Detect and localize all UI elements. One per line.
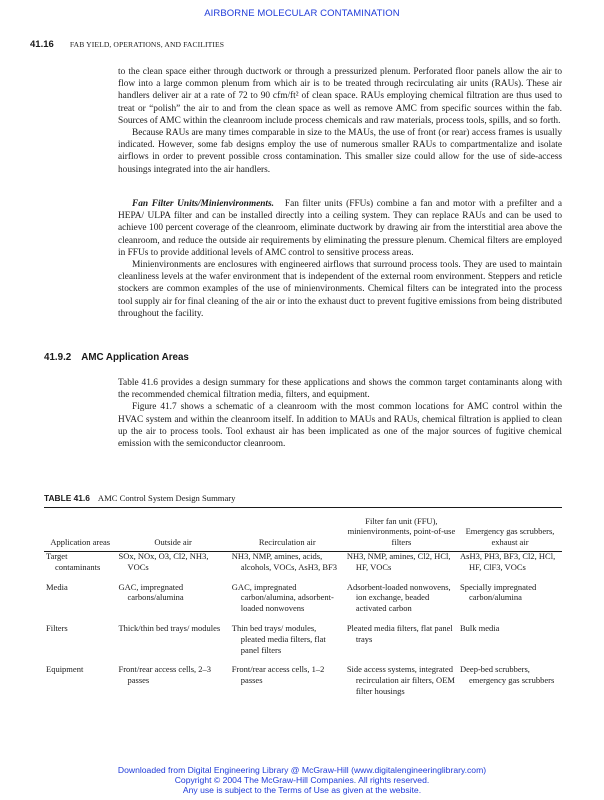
section-title: AMC Application Areas xyxy=(81,352,189,363)
paragraph: to the clean space either through ductwork or through a pressurized plenum. Perforated floor panels allow the air to flow into a large common plenum from which air is to be treated through recirculating air units (RAUs). These air handlers deliver air at a rate of 72 to 90 cfm/ft² of clean space. RAUs employing chemical filtration are thus used to treat or “polish” the air to and from the clean space as well as remove AMC from specific sources within the fab. Sources of AMC within the cleanroom include process chemicals and raw materials, process tools, spills, and so forth. xyxy=(118,67,562,126)
table-header: Emergency gas scrubbers, exhaust air xyxy=(465,526,555,548)
table-cell: Bulk media xyxy=(460,622,500,633)
table-top-rule xyxy=(44,507,562,508)
footer-terms: Any use is subject to the Terms of Use as given at the website. xyxy=(182,785,422,796)
table-row xyxy=(44,664,562,705)
table-cell: SOx, NOx, O3, Cl2, NH3, VOCs xyxy=(118,551,209,572)
table-cell: Front/rear access cells, 1–2 passes xyxy=(231,664,325,686)
table-header: Recirculation air xyxy=(258,537,316,548)
table-cell: Equipment xyxy=(46,664,84,675)
table-cell: NH3, NMP, amines, Cl2, HCl, HF, VOCs xyxy=(346,551,451,572)
table-header: Application areas xyxy=(50,537,111,548)
body-section-ffu xyxy=(118,198,562,320)
footer-link[interactable]: Downloaded from Digital Engineering Library @ McGraw-Hill (www.digitalengineeringlibrary.com) xyxy=(117,765,487,775)
paragraph: Because RAUs are many times comparable in size to the MAUs, the use of front (or rear) access frames is usually indicated. However, some fab designs employ the use of numerous smaller RAUs to compartmentalize and isolate airflows in order to prevent possible cross contamination. This smaller size could allow for the use of side-access housings integrated into the air handlers. xyxy=(118,128,562,175)
paragraph: Table 41.6 provides a design summary for these applications and shows the common target contaminants along with the recommended chemical filtration media, filters, and equipment. xyxy=(118,378,562,401)
paragraph: Minienvironments are enclosures with engineered airflows that surround process tools. They are used to maintain cleanliness levels at the wafer environment that is independent of the external room environment. Steppers and reticle stockers are common examples of the use of minienvironments. Chemical filters can be integrated into the process tool supply air for final cleaning of the air or into the exhaust duct to prevent fugitive emissions from being distributed throughout the facility. xyxy=(118,260,562,319)
table-caption: AMC Control System Design Summary xyxy=(97,493,236,503)
table-header: Filter fan unit (FFU), minienvironments, point-of-use filters xyxy=(347,515,456,548)
table-label: TABLE 41.6 xyxy=(44,493,90,503)
section-heading xyxy=(44,352,189,363)
document-banner: AIRBORNE MOLECULAR CONTAMINATION xyxy=(204,8,400,19)
table-cell: Specially impregnated carbon/alumina xyxy=(460,581,537,603)
table-header: Outside air xyxy=(154,537,192,548)
table-title xyxy=(44,493,235,503)
download-footer xyxy=(0,765,604,796)
table-row xyxy=(44,623,562,664)
table-cell: Pleated media filters, flat panel trays xyxy=(346,622,453,644)
table-cell: Target contaminants xyxy=(46,551,101,572)
table-cell: Media xyxy=(46,581,68,592)
body-section-amc xyxy=(118,377,562,450)
table-row xyxy=(44,551,562,582)
page-number: 41.16 xyxy=(30,39,54,50)
table-cell: Side access systems, integrated recirculation air filters, OEM filter housings xyxy=(346,664,455,696)
table-cell: Deep-bed scrubbers, emergency gas scrubbers xyxy=(460,664,555,686)
paragraph-text: Fan filter units (FFUs) combine a fan and motor with a prefilter and a HEPA/ ULPA filter and can be installed directly into a ceiling system. They can replace RAUs and can be used to achieve 100 percent coverage of the cleanroom, eliminate ductwork by drawing air from the interstitial area above the cleanroom, and reduce the outside air requirements by eliminating the pressure plenum. Chemical filters are employed in FFUs to provide additional levels of AMC control to sensitive process areas. xyxy=(118,199,562,258)
table-cell: Adsorbent-loaded nonwovens, ion exchange, beaded activated carbon xyxy=(346,581,451,614)
table-cell: Thin bed trays/ modules, pleated media filters, flat panel filters xyxy=(231,622,326,655)
table-cell: AsH3, PH3, BF3, Cl2, HCl, HF, ClF3, VOCs xyxy=(460,551,556,572)
runin-heading: Fan Filter Units/Minienvironments. xyxy=(132,199,275,209)
paragraph: Figure 41.7 shows a schematic of a cleanroom with the most common locations for AMC control within the HVAC system and within the cleanroom itself. In addition to MAUs and RAUs, chemical filtration is applied to clean up the air to process tools. Tool exhaust air has been implicated as one of the major sources of fugitive chemical emission with the semiconductor cleanroom. xyxy=(118,402,562,450)
table-cell: Thick/thin bed trays/ modules xyxy=(118,622,221,633)
body-section-rau xyxy=(118,66,562,176)
table-cell: Front/rear access cells, 2–3 passes xyxy=(118,664,212,686)
running-head xyxy=(30,39,224,50)
table-row xyxy=(44,582,562,623)
table-cell: GAC, impregnated carbon/alumina, adsorbent-loaded nonwovens xyxy=(231,581,334,614)
running-title: FAB YIELD, OPERATIONS, AND FACILITIES xyxy=(69,40,225,49)
footer-copyright: Copyright © 2004 The McGraw-Hill Companies. All rights reserved. xyxy=(174,775,430,786)
paragraph xyxy=(118,198,562,259)
table-cell: GAC, impregnated carbons/alumina xyxy=(118,581,184,603)
table-cell: NH3, NMP, amines, acids, alcohols, VOCs, AsH3, BF3 xyxy=(231,551,337,572)
section-number: 41.9.2 xyxy=(44,352,72,363)
table-cell: Filters xyxy=(46,622,68,633)
amc-design-table xyxy=(44,513,562,706)
